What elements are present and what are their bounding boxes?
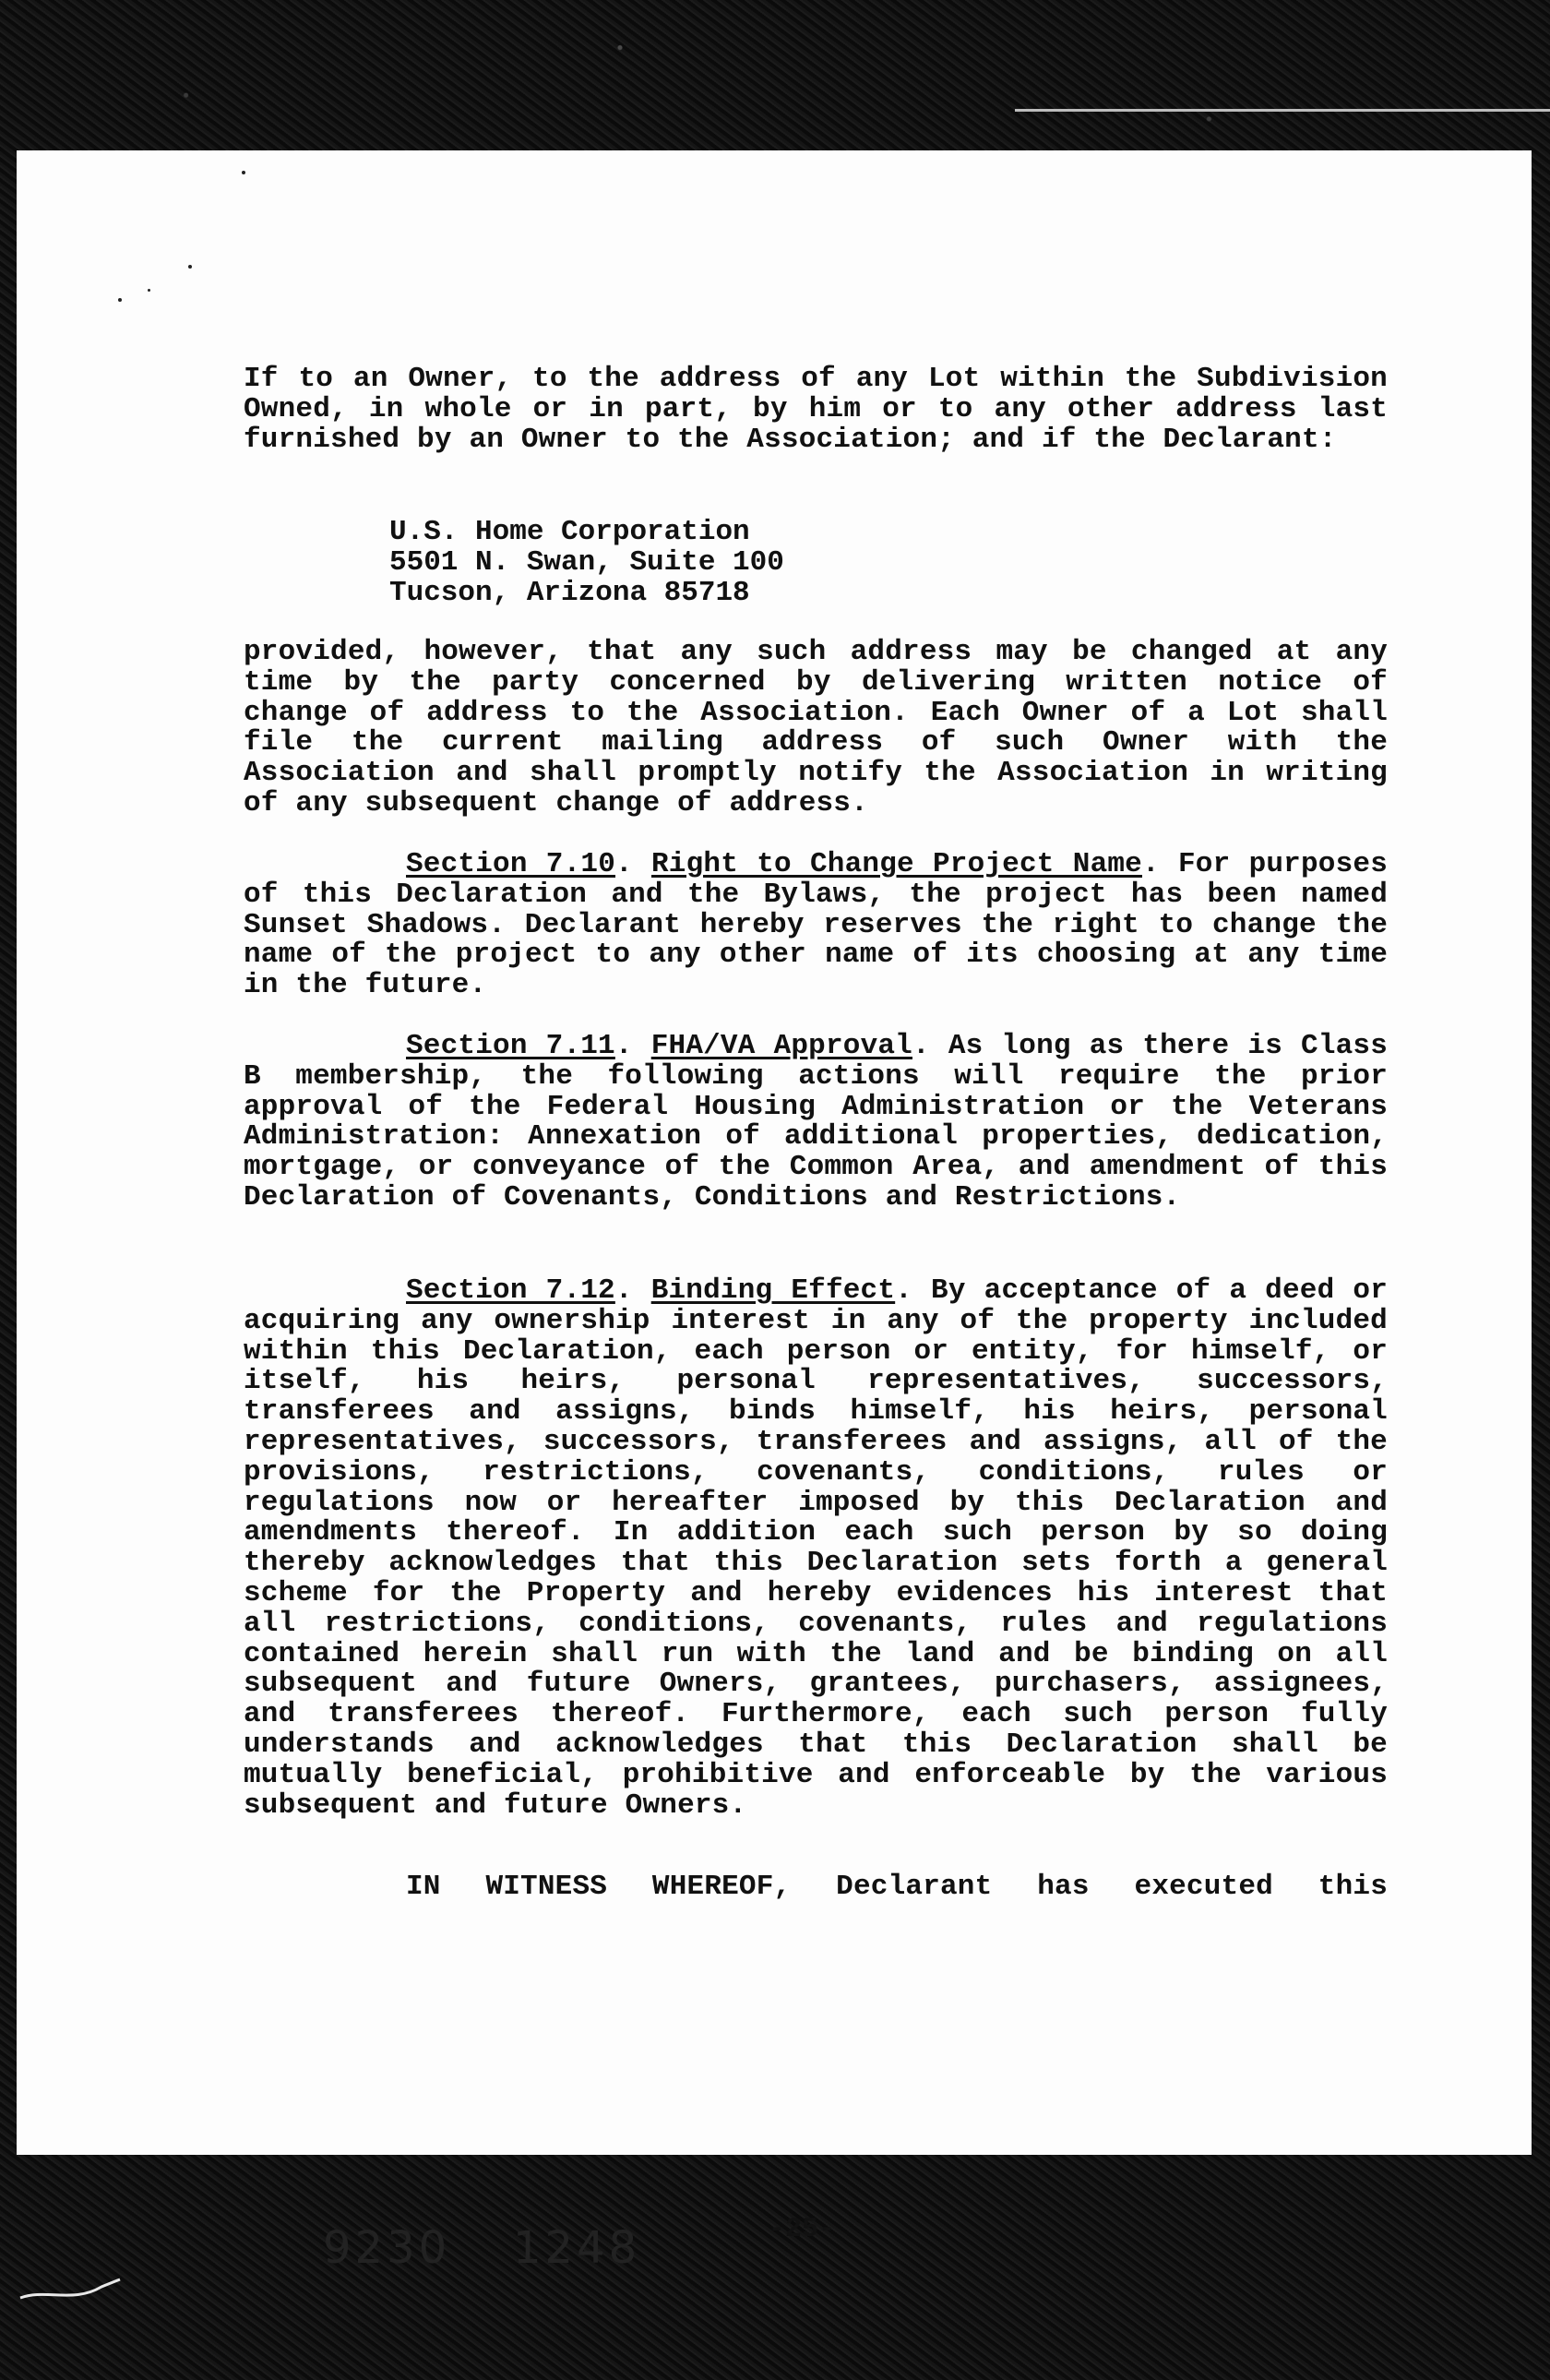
address-line-3: Tucson, Arizona 85718: [389, 576, 750, 609]
proviso-paragraph: [244, 638, 1388, 819]
page-number: -25-: [769, 2214, 836, 2245]
section-title: Right to Change Project Name: [651, 848, 1142, 880]
section-number: Section 7.11: [406, 1030, 615, 1062]
scan-speck: [188, 265, 192, 269]
section-7-11: Section 7.11. FHA/VA Approval. As long as there is Class B membership, the following actions will require the prior approval of the Federal Housing Administration or the Veterans Administration: Annexation of additional properties, dedication, mortgage, or conveyance of the Common Area, and amendment of this Declaration of Covenants, Conditions and Restrictions.: [244, 1030, 1389, 1214]
scan-speck: [242, 171, 245, 174]
docket-number: 9230: [323, 2222, 451, 2274]
proviso-text: provided, however, that any such address may be changed at any time by the party concerned by delivering written notice of change of address to the Association. Each Owner of a Lot shall file the current mailing address of such Owner with the Association and shall promptly notify the Association in writing of any subsequent change of address.: [244, 636, 1388, 819]
witness-paragraph: [244, 1872, 1388, 1903]
address-line-1: U.S. Home Corporation: [389, 516, 750, 548]
section-title: FHA/VA Approval: [650, 1030, 912, 1062]
section-body: As long as there is Class B membership, the following actions will require the prior approval of the Federal Housing Administration or the Veterans Administration: Annexation of additional properties, dedication, mortgage, or conveyance of the Common Area, and amendment of this Declaration of Covenants, Conditions and Restrictions.: [244, 1030, 1389, 1214]
section-body: By acceptance of a deed or acquiring any ownership interest in any of the property included within this Declaration, each person or entity, for himself, or itself, his heirs, personal representatives, successors, transferees and assigns, binds himself, his heirs, personal representatives, successors, transferees and assigns, all of the provisions, restrictions, covenants, conditions, rules or regulations now or hereafter imposed by this Declaration and amendments thereof. In addition each such person by so doing thereby acknowledges that this Declaration sets forth a general scheme for the Property and hereby evidences his interest that all restrictions, conditions, covenants, rules and regulations contained herein shall run with the land and be binding on all subsequent and future Owners, grantees, purchasers, assignees, and transferees thereof. Furthermore, each such person fully understands and acknowledges that this Declaration shall be mutually beneficial, prohibitive and enforceable by the various subsequent and future Owners.: [244, 1274, 1389, 1822]
address-line-2: 5501 N. Swan, Suite 100: [389, 545, 784, 579]
declarant-address: [389, 518, 784, 608]
scan-artifact-line: [1015, 109, 1550, 112]
scan-speck: [118, 298, 122, 302]
section-body: For purposes of this Declaration and the Bylaws, the project has been named Sunset Shadows. Declarant hereby reserves the right to change the name of the project to any other name of its choosing at any time in the future.: [244, 848, 1388, 1002]
page-reference: 1248: [513, 2222, 641, 2274]
section-7-12: Section 7.12. Binding Effect. By acceptance of a deed or acquiring any ownership interest in any of the property included within this Declaration, each person or entity, for himself, or itself, his heirs, personal representatives, successors, transferees and assigns, binds himself, his heirs, personal representatives, successors, transferees and assigns, all of the provisions, restrictions, covenants, conditions, rules or regulations now or hereafter imposed by this Declaration and amendments thereof. In addition each such person by so doing thereby acknowledges that this Declaration sets forth a general scheme for the Property and hereby evidences his interest that all restrictions, conditions, covenants, rules and regulations contained herein shall run with the land and be binding on all subsequent and future Owners, grantees, purchasers, assignees, and transferees thereof. Furthermore, each such person fully understands and acknowledges that this Declaration shall be mutually beneficial, prohibitive and enforceable by the various subsequent and future Owners.: [244, 1274, 1389, 1822]
section-title: Binding Effect: [650, 1274, 896, 1307]
intro-paragraph: [244, 365, 1388, 455]
witness-text: IN WITNESS WHEREOF, Declarant has executed this: [406, 1871, 1388, 1903]
scan-artifact-scribble: [18, 2270, 129, 2307]
scan-speck: [148, 289, 150, 292]
intro-text: If to an Owner, to the address of any Lot within the Subdivision Owned, in whole or in part, by him or to any other address last furnished by an Owner to the Association; and if the Declarant:: [244, 363, 1388, 456]
section-number: Section 7.10: [406, 848, 616, 880]
section-number: Section 7.12: [406, 1274, 615, 1307]
section-7-10: Section 7.10. Right to Change Project Name. For purposes of this Declaration and the Bylaws, the project has been named Sunset Shadows. Declarant hereby reserves the right to change the name of the project to any other name of its choosing at any time in the future.: [244, 848, 1388, 1002]
document-page: [17, 150, 1532, 2274]
